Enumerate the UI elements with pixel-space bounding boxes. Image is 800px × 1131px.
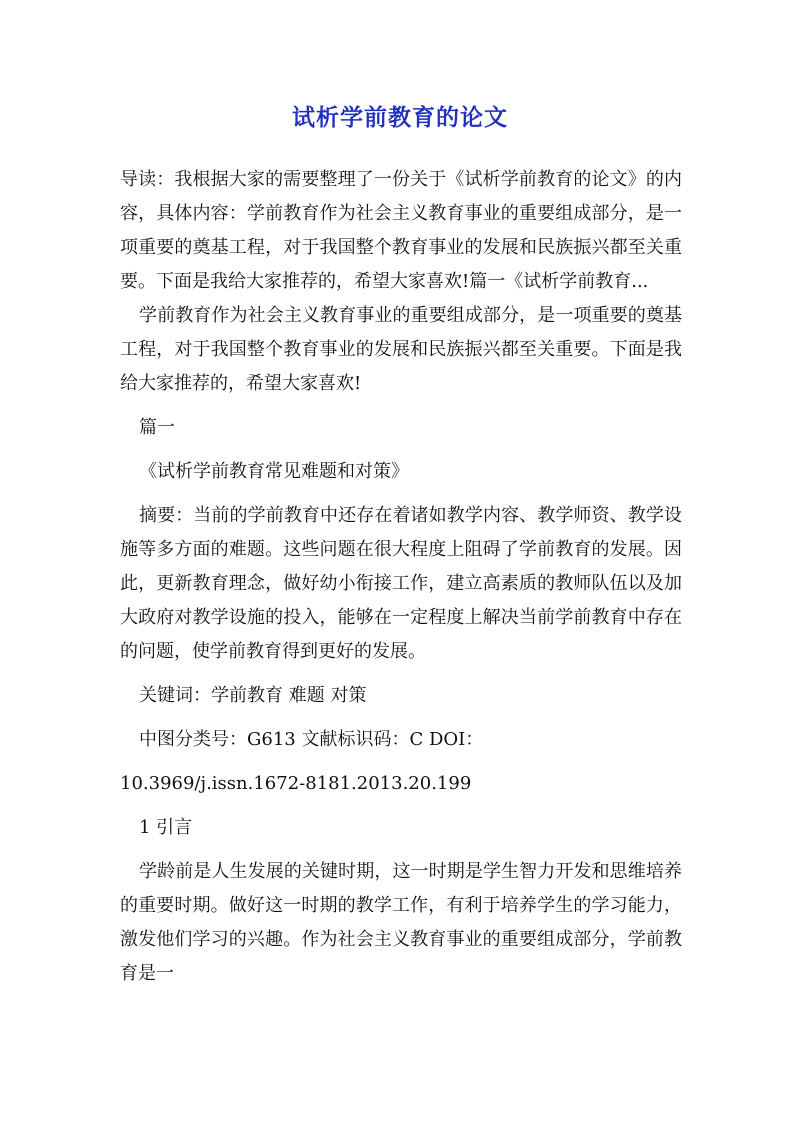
paragraph-classification: 中图分类号：G613 文献标识码：C DOI： (139, 729, 484, 750)
paragraph-heading-introduction: 1 引言 (139, 817, 193, 838)
paragraph-abstract: 摘要：当前的学前教育中还存在着诸如教学内容、教学师资、教学设施等多方面的难题。这些问题在很大程度上阻碍了学前教育的发展。因此，更新教育理念，做好幼小衔接工作，建立高素质的教师队伍以及加大政府对教学设施的投入，能够在一定程度上解决当前学前教育中存在的问题，使学前教育得到更好的发展。 (120, 505, 682, 662)
paragraph-section-label: 篇一 (139, 417, 175, 438)
paragraph-keywords: 关键词：学前教育 难题 对策 (139, 685, 367, 706)
paragraph-doi: 10.3969/j.issn.1672-8181.2013.20.199 (120, 773, 472, 794)
document-body (120, 163, 682, 991)
paragraph-summary: 学前教育作为社会主义教育事业的重要组成部分，是一项重要的奠基工程，对于我国整个教育事业的发展和民族振兴都至关重要。下面是我给大家推荐的，希望大家喜欢! (120, 305, 682, 394)
paragraph-paper-title: 《试析学前教育常见难题和对策》 (139, 461, 409, 482)
paragraph-intro: 导读：我根据大家的需要整理了一份关于《试析学前教育的论文》的内容，具体内容：学前教育作为社会主义教育事业的重要组成部分，是一项重要的奠基工程，对于我国整个教育事业的发展和民族振兴都至关重要。下面是我给大家推荐的，希望大家喜欢!篇一《试析学前教育... (120, 169, 682, 292)
document-title: 试析学前教育的论文 (292, 105, 508, 131)
paragraph-introduction-body: 学龄前是人生发展的关键时期，这一时期是学生智力开发和思维培养的重要时期。做好这一时期的教学工作，有利于培养学生的学习能力，激发他们学习的兴趣。作为社会主义教育事业的重要组成部分，学前教育是一 (120, 861, 682, 984)
